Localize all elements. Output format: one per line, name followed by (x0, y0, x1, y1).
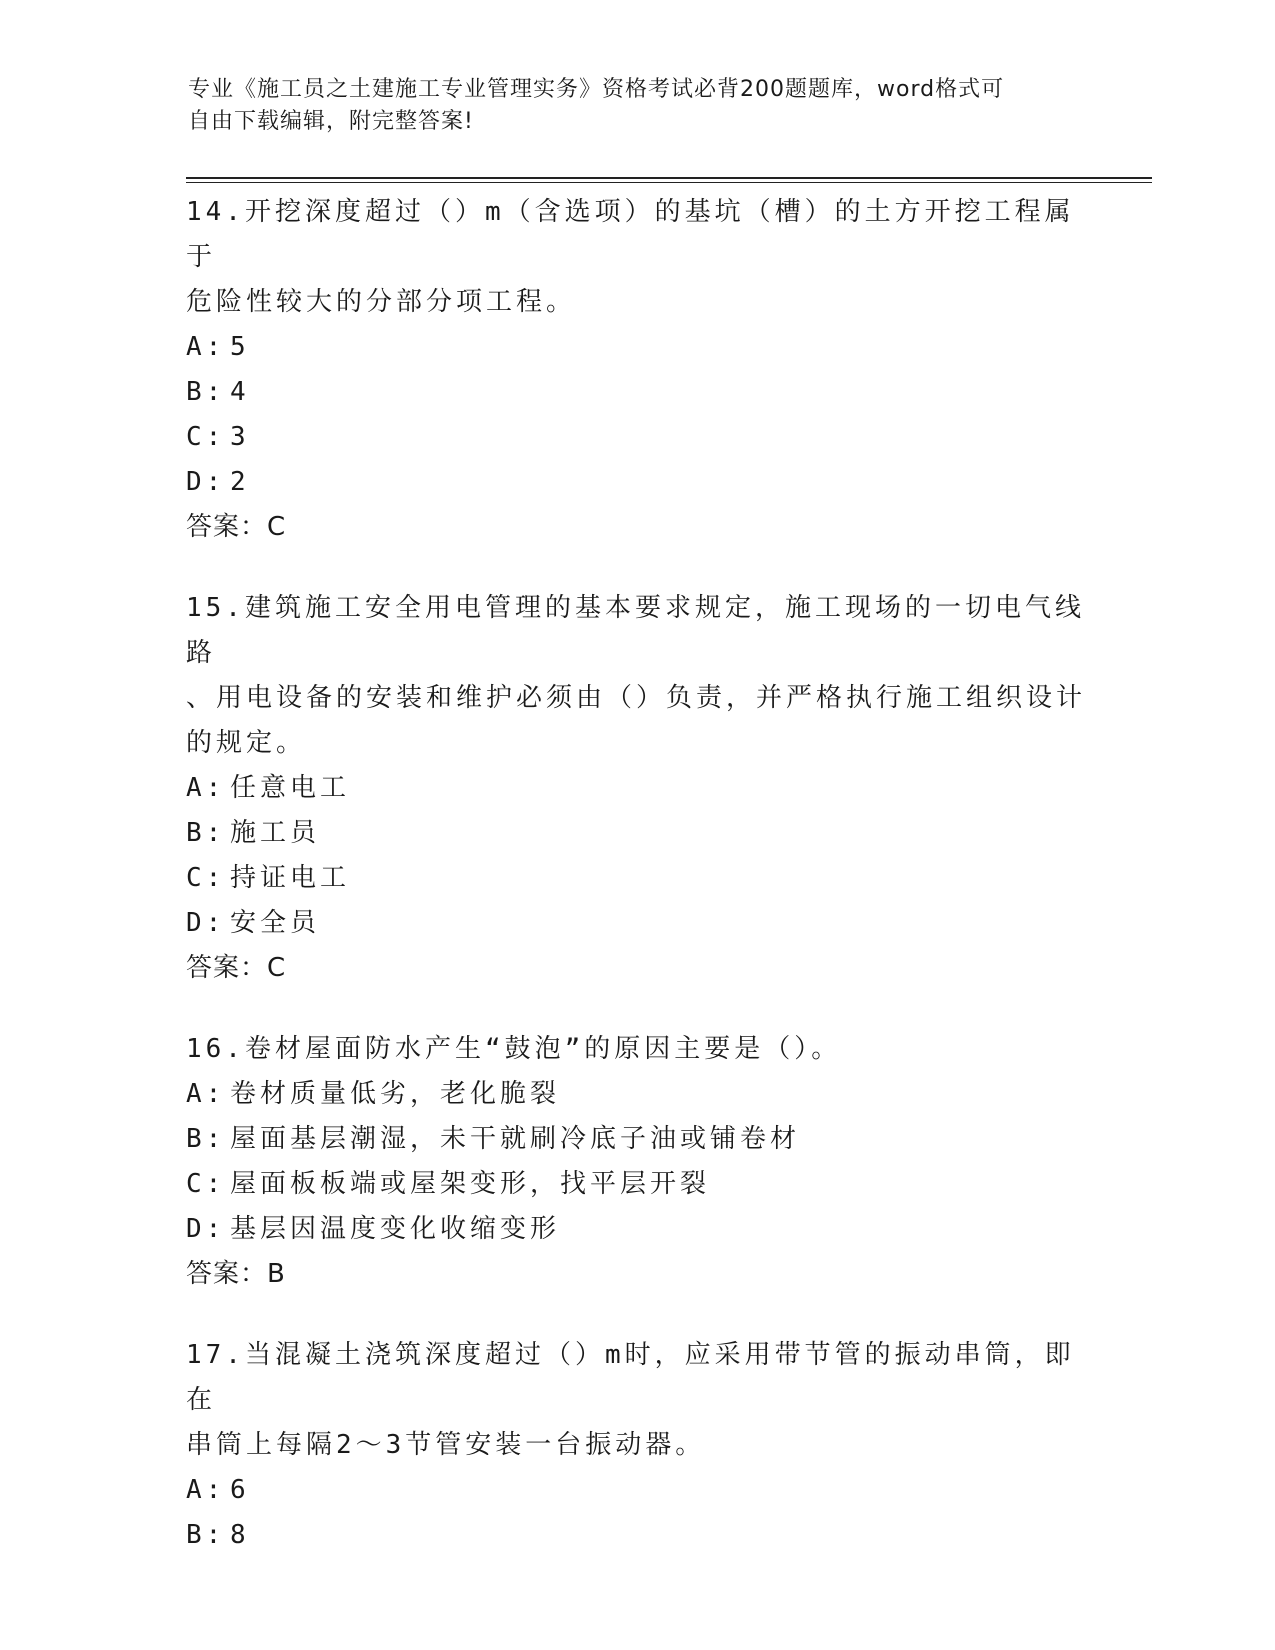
question-14 (186, 190, 1086, 550)
option-text: 基层因温度变化收缩变形 (230, 1214, 561, 1244)
answer-label: 答案： (186, 953, 268, 983)
option-text: 4 (230, 377, 250, 407)
option-text: 3 (230, 422, 250, 452)
option-letter: C: (186, 863, 226, 893)
option-letter: B: (186, 818, 226, 848)
document-header (188, 74, 1068, 138)
option-letter: D: (186, 467, 226, 497)
option-letter: A: (186, 1079, 226, 1109)
answer-line (186, 946, 1086, 991)
question-stem-line: 串筒上每隔2～3节管安装一台振动器。 (186, 1430, 706, 1460)
answer-line (186, 1252, 1086, 1297)
option-d (186, 1207, 1086, 1252)
answer-value: B (267, 1259, 286, 1289)
question-stem-line: 危险性较大的分部分项工程。 (186, 287, 577, 317)
option-letter: A: (186, 1475, 226, 1505)
option-b (186, 370, 1086, 415)
question-15 (186, 586, 1086, 991)
option-text: 屋面板板端或屋架变形，找平层开裂 (230, 1169, 711, 1199)
option-c (186, 856, 1086, 901)
question-stem-line: 17.当混凝土浇筑深度超过（）m时，应采用带节管的振动串筒，即在 (186, 1340, 1075, 1415)
option-text: 卷材质量低劣，老化脆裂 (230, 1079, 561, 1109)
option-letter: C: (186, 422, 226, 452)
answer-label: 答案： (186, 512, 268, 542)
option-letter: D: (186, 1214, 226, 1244)
option-text: 持证电工 (230, 863, 351, 893)
question-16 (186, 1027, 1086, 1297)
answer-label: 答案： (186, 1259, 268, 1289)
option-letter: B: (186, 377, 226, 407)
answer-value: C (267, 512, 287, 542)
option-a (186, 766, 1086, 811)
option-b (186, 1117, 1086, 1162)
option-text: 6 (230, 1475, 250, 1505)
question-stem-line: 15.建筑施工安全用电管理的基本要求规定，施工现场的一切电气线路 (186, 593, 1085, 668)
question-stem-line: 16.卷材屋面防水产生“鼓泡”的原因主要是（）。 (186, 1034, 842, 1064)
option-text: 安全员 (230, 908, 321, 938)
option-b (186, 1513, 1086, 1558)
option-letter: B: (186, 1124, 226, 1154)
question-stem-line: 、用电设备的安装和维护必须由（）负责，并严格执行施工组织设计 (186, 683, 1087, 713)
answer-line (186, 505, 1086, 550)
option-text: 2 (230, 467, 250, 497)
question-stem-line: 14.开挖深度超过（）m（含选项）的基坑（槽）的土方开挖工程属于 (186, 197, 1075, 272)
header-line-1: 专业《施工员之土建施工专业管理实务》资格考试必背200题题库，word格式可 (188, 77, 1005, 102)
option-d (186, 901, 1086, 946)
option-letter: D: (186, 908, 226, 938)
option-letter: A: (186, 332, 226, 362)
option-text: 屋面基层潮湿，未干就刷冷底子油或铺卷材 (230, 1124, 801, 1154)
question-list (186, 190, 1086, 1594)
option-d (186, 460, 1086, 505)
option-a (186, 1468, 1086, 1513)
option-a (186, 325, 1086, 370)
option-letter: C: (186, 1169, 226, 1199)
option-letter: A: (186, 773, 226, 803)
option-b (186, 811, 1086, 856)
option-letter: B: (186, 1520, 226, 1550)
header-divider-thin (186, 182, 1152, 183)
option-a (186, 1072, 1086, 1117)
option-text: 5 (230, 332, 250, 362)
option-text: 8 (230, 1520, 250, 1550)
header-divider-thick (186, 177, 1152, 179)
answer-value: C (267, 953, 287, 983)
question-17 (186, 1333, 1086, 1558)
option-text: 施工员 (230, 818, 321, 848)
question-stem-line: 的规定。 (186, 728, 307, 758)
option-c (186, 1162, 1086, 1207)
option-c (186, 415, 1086, 460)
header-line-2: 自由下载编辑，附完整答案! (188, 109, 474, 134)
option-text: 任意电工 (230, 773, 351, 803)
